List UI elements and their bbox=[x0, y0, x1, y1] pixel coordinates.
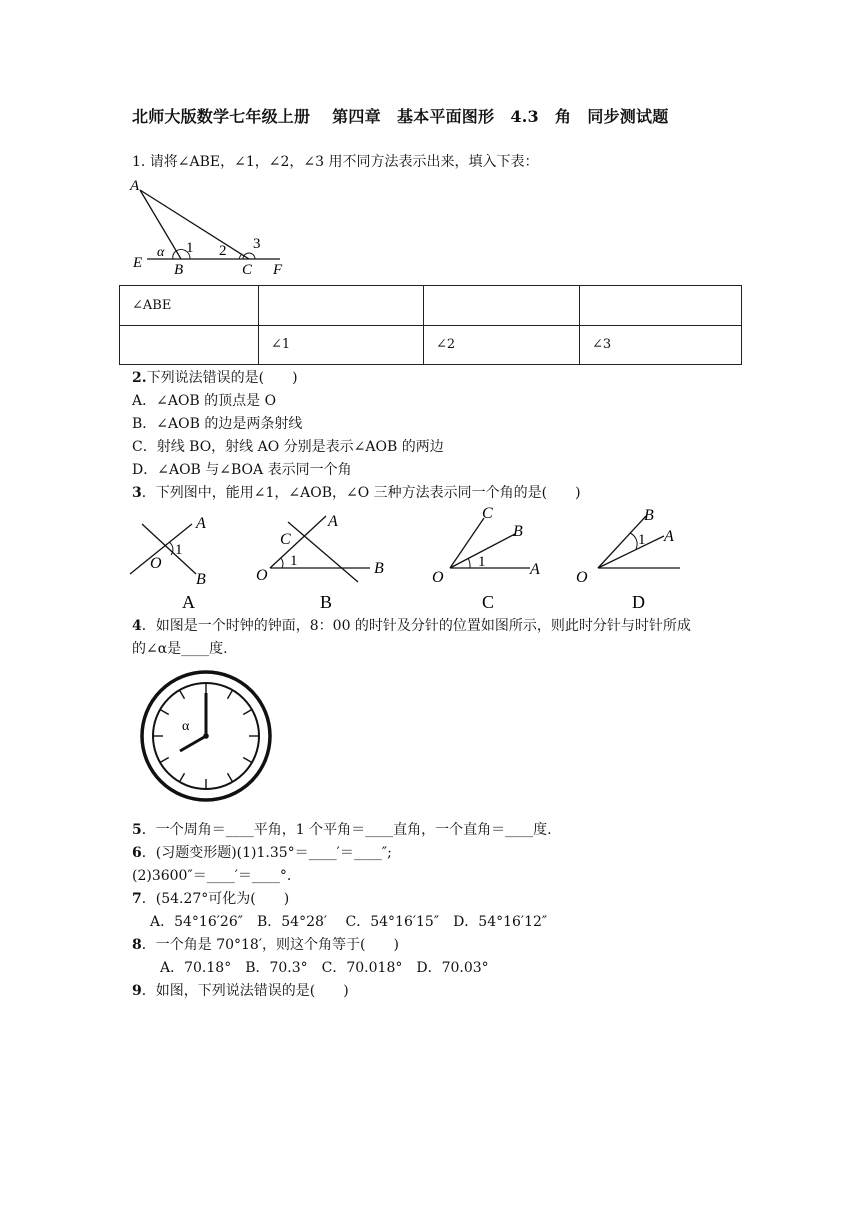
q6-line2: (2)3600″＝____′＝____°. bbox=[132, 868, 292, 884]
q1-answer-table bbox=[119, 285, 742, 365]
q7-options: A．54°16′26″ B．54°28′ C．54°16′15″ D．54°16′12″ bbox=[150, 914, 548, 930]
q3-number: 3 bbox=[132, 485, 142, 501]
clock-center bbox=[203, 733, 209, 739]
q4-line1-text: ．如图是一个时钟的钟面，8：00 的时针及分针的位置如图所示，则此时分针与时针所成 bbox=[141, 618, 691, 634]
q4-line1 bbox=[132, 616, 691, 636]
caption-b: B bbox=[320, 592, 333, 612]
label-b: B bbox=[374, 560, 384, 577]
q7-stem-text: ．(54.27°可化为( ) bbox=[141, 891, 290, 907]
clock-tick bbox=[243, 758, 252, 763]
q7-number: 7 bbox=[132, 891, 142, 907]
label-c: C bbox=[482, 505, 493, 522]
clock-tick bbox=[180, 773, 185, 782]
q1-figure bbox=[125, 172, 295, 280]
q8-number: 8 bbox=[132, 937, 142, 953]
q2-stem-text: 下列说法错误的是( ) bbox=[146, 370, 298, 386]
label-three: 3 bbox=[253, 236, 261, 252]
label-alpha: α bbox=[157, 245, 165, 260]
q2-number: 2. bbox=[132, 370, 147, 386]
table-cell bbox=[120, 325, 259, 365]
q8-stem bbox=[132, 935, 399, 955]
q7-stem bbox=[132, 889, 289, 909]
table-cell bbox=[424, 286, 580, 326]
label-f: F bbox=[273, 262, 283, 278]
label-one: 1 bbox=[638, 532, 646, 548]
q8-options: A．70.18° B．70.3° C．70.018° D．70.03° bbox=[160, 960, 489, 976]
q2-option-d: D．∠AOB 与∠BOA 表示同一个角 bbox=[132, 462, 352, 478]
q3-figure-d bbox=[576, 507, 680, 612]
table-cell: ∠2 bbox=[424, 325, 580, 365]
table-cell: ∠ABE bbox=[120, 286, 259, 326]
label-c: C bbox=[242, 262, 253, 278]
caption-c: C bbox=[482, 592, 495, 612]
q6-number: 6 bbox=[132, 845, 142, 861]
label-b: B bbox=[174, 262, 184, 278]
label-one: 1 bbox=[186, 240, 194, 256]
table-row bbox=[120, 325, 742, 365]
label-a: A bbox=[130, 178, 140, 194]
page-title: 北师大版数学七年级上册 第四章 基本平面图形 4.3 角 同步测试题 bbox=[132, 107, 669, 126]
q8-stem-text: ．一个角是 70°18′，则这个角等于( ) bbox=[141, 937, 399, 953]
q5-line bbox=[132, 820, 552, 840]
q4-number: 4 bbox=[132, 618, 142, 634]
arc-two bbox=[239, 254, 242, 259]
label-o: O bbox=[256, 567, 268, 584]
label-one: 1 bbox=[290, 553, 298, 569]
table-cell bbox=[259, 286, 424, 326]
q5-number: 5 bbox=[132, 822, 142, 838]
label-a: A bbox=[196, 515, 206, 532]
q9-number: 9 bbox=[132, 983, 142, 999]
q9-stem bbox=[132, 981, 349, 1001]
clock-alpha-label: α bbox=[182, 719, 190, 734]
caption-d: D bbox=[632, 592, 645, 612]
clock-figure bbox=[138, 668, 274, 804]
label-e: E bbox=[133, 255, 143, 271]
table-row bbox=[120, 286, 742, 326]
caption-a: A bbox=[182, 592, 195, 612]
label-b: B bbox=[196, 571, 206, 588]
label-b: B bbox=[513, 523, 523, 540]
label-a: A bbox=[664, 528, 674, 545]
q6-line1 bbox=[132, 843, 392, 863]
q3-stem-text: ．下列图中，能用∠1，∠AOB，∠O 三种方法表示同一个角的是( ) bbox=[141, 485, 581, 501]
label-one: 1 bbox=[478, 554, 486, 570]
q1-text: 1. 请将∠ABE，∠1，∠2，∠3 用不同方法表示出来，填入下表： bbox=[132, 154, 539, 170]
clock-tick bbox=[228, 773, 233, 782]
table-cell: ∠1 bbox=[259, 325, 424, 365]
clock-tick bbox=[228, 690, 233, 699]
label-one: 1 bbox=[175, 542, 183, 558]
label-b: B bbox=[644, 507, 654, 524]
arc-alpha bbox=[173, 251, 176, 259]
table-cell bbox=[580, 286, 742, 326]
label-o: O bbox=[432, 569, 444, 586]
q4-line2: 的∠α是____度. bbox=[132, 641, 228, 657]
clock-tick bbox=[160, 758, 169, 763]
label-o: O bbox=[576, 569, 588, 586]
hour-hand bbox=[180, 736, 206, 751]
q6-line1-text: ．(习题变形题)(1)1.35°＝____′＝____″; bbox=[141, 845, 392, 861]
q2-option-b: B．∠AOB 的边是两条射线 bbox=[132, 416, 303, 432]
q9-stem-text: ．如图，下列说法错误的是( ) bbox=[141, 983, 349, 999]
q3-figure-b bbox=[256, 513, 384, 612]
clock-tick bbox=[160, 710, 169, 715]
q2-option-c: C．射线 BO，射线 AO 分别是表示∠AOB 的两边 bbox=[132, 439, 444, 455]
label-two: 2 bbox=[219, 243, 227, 259]
q3-figure-a bbox=[130, 515, 206, 612]
q5-text: ．一个周角＝____平角，1 个平角＝____直角，一个直角＝____度. bbox=[141, 822, 552, 838]
label-a: A bbox=[328, 513, 338, 530]
q2-stem bbox=[132, 368, 298, 388]
label-c: C bbox=[280, 531, 291, 548]
clock-tick bbox=[243, 710, 252, 715]
clock-tick bbox=[180, 690, 185, 699]
label-o: O bbox=[150, 555, 162, 572]
q3-figures bbox=[120, 500, 700, 616]
q2-option-a: A．∠AOB 的顶点是 O bbox=[132, 393, 277, 409]
label-a: A bbox=[530, 561, 540, 578]
q3-figure-c bbox=[432, 505, 540, 612]
table-cell: ∠3 bbox=[580, 325, 742, 365]
